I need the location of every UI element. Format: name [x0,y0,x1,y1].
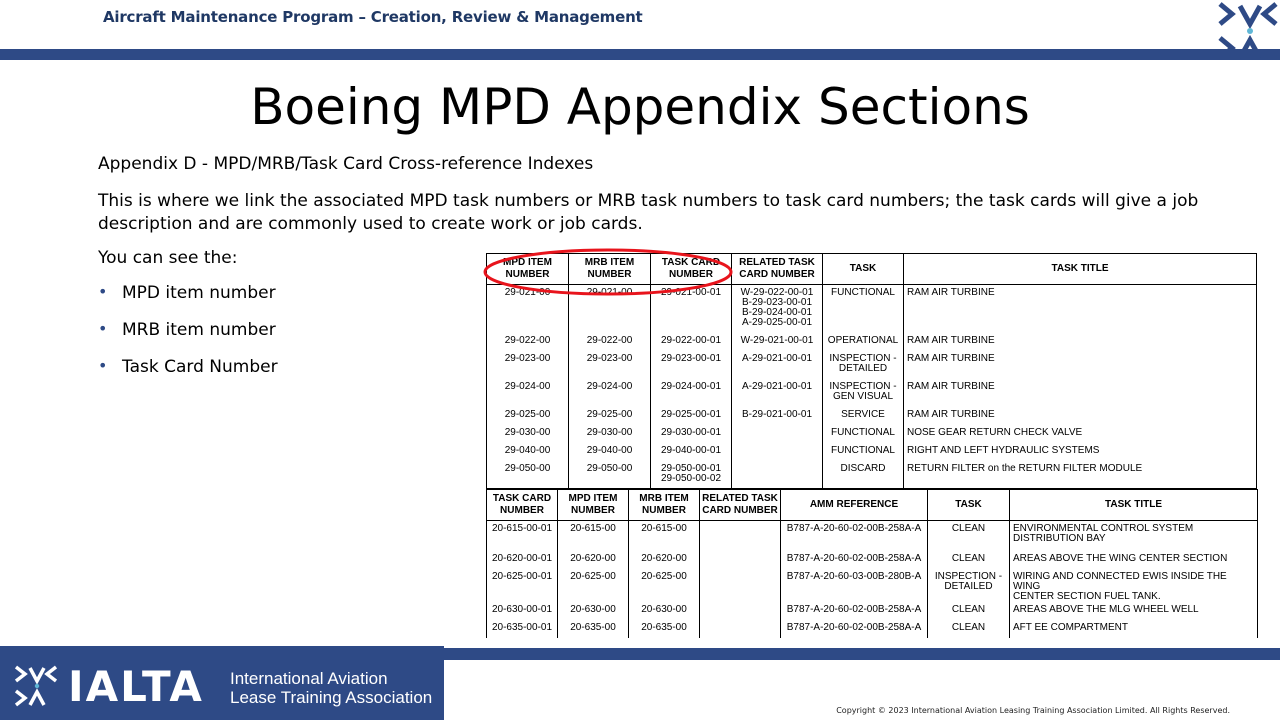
table-cell: 20-630-00 [558,602,629,620]
table-cell [732,461,823,489]
column-header: TASK CARD NUMBER [487,490,558,521]
table-row [487,425,1257,443]
highlight-ellipse [482,247,734,297]
table-cell [732,425,823,443]
table-cell [700,620,781,638]
table-cell: RETURN FILTER on the RETURN FILTER MODULE [904,461,1257,489]
table-cell: B787-A-20-60-02-00B-258A-A [781,521,928,551]
table-cell: 29-022-00-01 [651,333,732,351]
table-cell: 29-021-00-01 [651,285,732,333]
table-cell: 20-625-00 [629,569,700,602]
table-cell: INSPECTION - DETAILED [823,351,904,379]
bullet-item: • MRB item number [98,320,278,357]
table-cell: RAM AIR TURBINE [904,285,1257,333]
table-cell: B787-A-20-60-02-00B-258A-A [781,551,928,569]
table-cell: 20-615-00-01 [487,521,558,551]
table-cell: 29-025-00-01 [651,407,732,425]
table-cell: 29-022-00 [487,333,569,351]
table-cell: 29-024-00-01 [651,379,732,407]
column-header: TASK TITLE [904,254,1257,285]
column-header: AMM REFERENCE [781,490,928,521]
table-row [487,407,1257,425]
table-cell [700,521,781,551]
column-header: TASK CARD NUMBER [651,254,732,285]
slide-subtitle: Appendix D - MPD/MRB/Task Card Cross-reference Indexes [98,154,594,174]
table-cell [700,569,781,602]
table-cell: 29-022-00 [569,333,651,351]
table-cell: AREAS ABOVE THE WING CENTER SECTION [1010,551,1258,569]
table-cell: B787-A-20-60-03-00B-280B-A [781,569,928,602]
slide-paragraph: This is where we link the associated MPD task numbers or MRB task numbers to task card numbers; the task cards will give a job description and are commonly used to create work or job cards. [98,191,1199,234]
table-cell: A-29-021-00-01 [732,379,823,407]
table-cell: RIGHT AND LEFT HYDRAULIC SYSTEMS [904,443,1257,461]
table-cell: 20-625-00-01 [487,569,558,602]
table-cell [732,443,823,461]
table-cell: OPERATIONAL [823,333,904,351]
column-header: TASK [928,490,1010,521]
table-cell [700,602,781,620]
table-cell: ENVIRONMENTAL CONTROL SYSTEM DISTRIBUTION BAY [1010,521,1258,551]
copyright-notice: Copyright © 2023 International Aviation Leasing Training Association Limited. All Rights Reserved. [836,706,1230,715]
table-row [487,443,1257,461]
column-header: TASK [823,254,904,285]
table-cell: 29-040-00-01 [651,443,732,461]
table-cell: 29-021-00 [569,285,651,333]
table-cell [700,551,781,569]
table-cell: WIRING AND CONNECTED EWIS INSIDE THE WING CENTER SECTION FUEL TANK. [1010,569,1258,602]
table-cell: 29-025-00 [487,407,569,425]
table-cell: 20-625-00 [558,569,629,602]
table-cell: DISCARD [823,461,904,489]
table-cell: 29-050-00 [569,461,651,489]
table-cell: RAM AIR TURBINE [904,407,1257,425]
table-cell: FUNCTIONAL [823,443,904,461]
table-cell: CLEAN [928,521,1010,551]
table-cell: 29-030-00 [487,425,569,443]
column-header: TASK TITLE [1010,490,1258,521]
table-cell: 29-030-00 [569,425,651,443]
table-cell: SERVICE [823,407,904,425]
table-cell: 20-620-00 [629,551,700,569]
program-title: Aircraft Maintenance Program – Creation, Review & Management [103,8,643,26]
bullet-item: • Task Card Number [98,357,278,394]
table-cell: CLEAN [928,620,1010,638]
bullet-list [98,283,278,394]
table-cell: 29-024-00 [487,379,569,407]
header-bar [0,49,1280,60]
table-row [487,351,1257,379]
bullet-item: • MPD item number [98,283,278,320]
ialta-mark-icon [14,664,58,708]
table-row [487,521,1258,551]
table-cell: NOSE GEAR RETURN CHECK VALVE [904,425,1257,443]
table-cell: 29-021-00 [487,285,569,333]
table-cell: RAM AIR TURBINE [904,379,1257,407]
task-card-index-table [486,489,1258,638]
table-cell: 29-040-00 [487,443,569,461]
table-cell: INSPECTION - DETAILED [928,569,1010,602]
table-cell: FUNCTIONAL [823,425,904,443]
table-row [487,461,1257,489]
table-row [487,551,1258,569]
table-cell: 20-635-00 [629,620,700,638]
table-cell: 29-030-00-01 [651,425,732,443]
table-cell: AFT EE COMPARTMENT [1010,620,1258,638]
table-cell: CLEAN [928,602,1010,620]
table-cell: B787-A-20-60-02-00B-258A-A [781,602,928,620]
table-cell: 20-635-00-01 [487,620,558,638]
table-cell: 20-620-00-01 [487,551,558,569]
table-row [487,333,1257,351]
table-cell: CLEAN [928,551,1010,569]
table-cell: INSPECTION - GEN VISUAL [823,379,904,407]
ialta-wordmark: IALTA [68,662,204,711]
table-cell: 29-023-00-01 [651,351,732,379]
table-header-row [487,490,1258,521]
table-cell: B787-A-20-60-02-00B-258A-A [781,620,928,638]
table-row [487,620,1258,638]
table-cell: 29-023-00 [569,351,651,379]
table-row [487,569,1258,602]
table-cell: 29-025-00 [569,407,651,425]
column-header: RELATED TASK CARD NUMBER [700,490,781,521]
ialta-name-line: International Aviation [230,669,388,688]
table-cell: AREAS ABOVE THE MLG WHEEL WELL [1010,602,1258,620]
page-title: Boeing MPD Appendix Sections [250,78,1030,136]
table-cell: W-29-021-00-01 [732,333,823,351]
table-cell: 20-620-00 [558,551,629,569]
table-cell: 20-630-00-01 [487,602,558,620]
column-header: MRB ITEM NUMBER [569,254,651,285]
ialta-logo-icon [1216,0,1280,62]
table-cell: W-29-022-00-01 B-29-023-00-01 B-29-024-00-01 A-29-025-00-01 [732,285,823,333]
table-cell: A-29-021-00-01 [732,351,823,379]
table-cell: RAM AIR TURBINE [904,351,1257,379]
column-header: MPD ITEM NUMBER [487,254,569,285]
table-cell: RAM AIR TURBINE [904,333,1257,351]
table-cell: 20-635-00 [558,620,629,638]
table-row [487,379,1257,407]
slide-intro: You can see the: [98,248,238,268]
table-cell: 29-050-00 [487,461,569,489]
column-header: MRB ITEM NUMBER [629,490,700,521]
table-cell: 29-024-00 [569,379,651,407]
ialta-full-name [230,669,432,707]
table-cell: 29-050-00-01 29-050-00-02 [651,461,732,489]
column-header: RELATED TASK CARD NUMBER [732,254,823,285]
table-cell: B-29-021-00-01 [732,407,823,425]
table-cell: 29-040-00 [569,443,651,461]
table-cell: 20-630-00 [629,602,700,620]
table-cell: 29-023-00 [487,351,569,379]
column-header: MPD ITEM NUMBER [558,490,629,521]
table-cell: 20-615-00 [629,521,700,551]
footer-bar [444,648,1280,660]
table-cell: 20-615-00 [558,521,629,551]
table-cell: FUNCTIONAL [823,285,904,333]
table-row [487,602,1258,620]
ialta-name-line: Lease Training Association [230,688,433,707]
